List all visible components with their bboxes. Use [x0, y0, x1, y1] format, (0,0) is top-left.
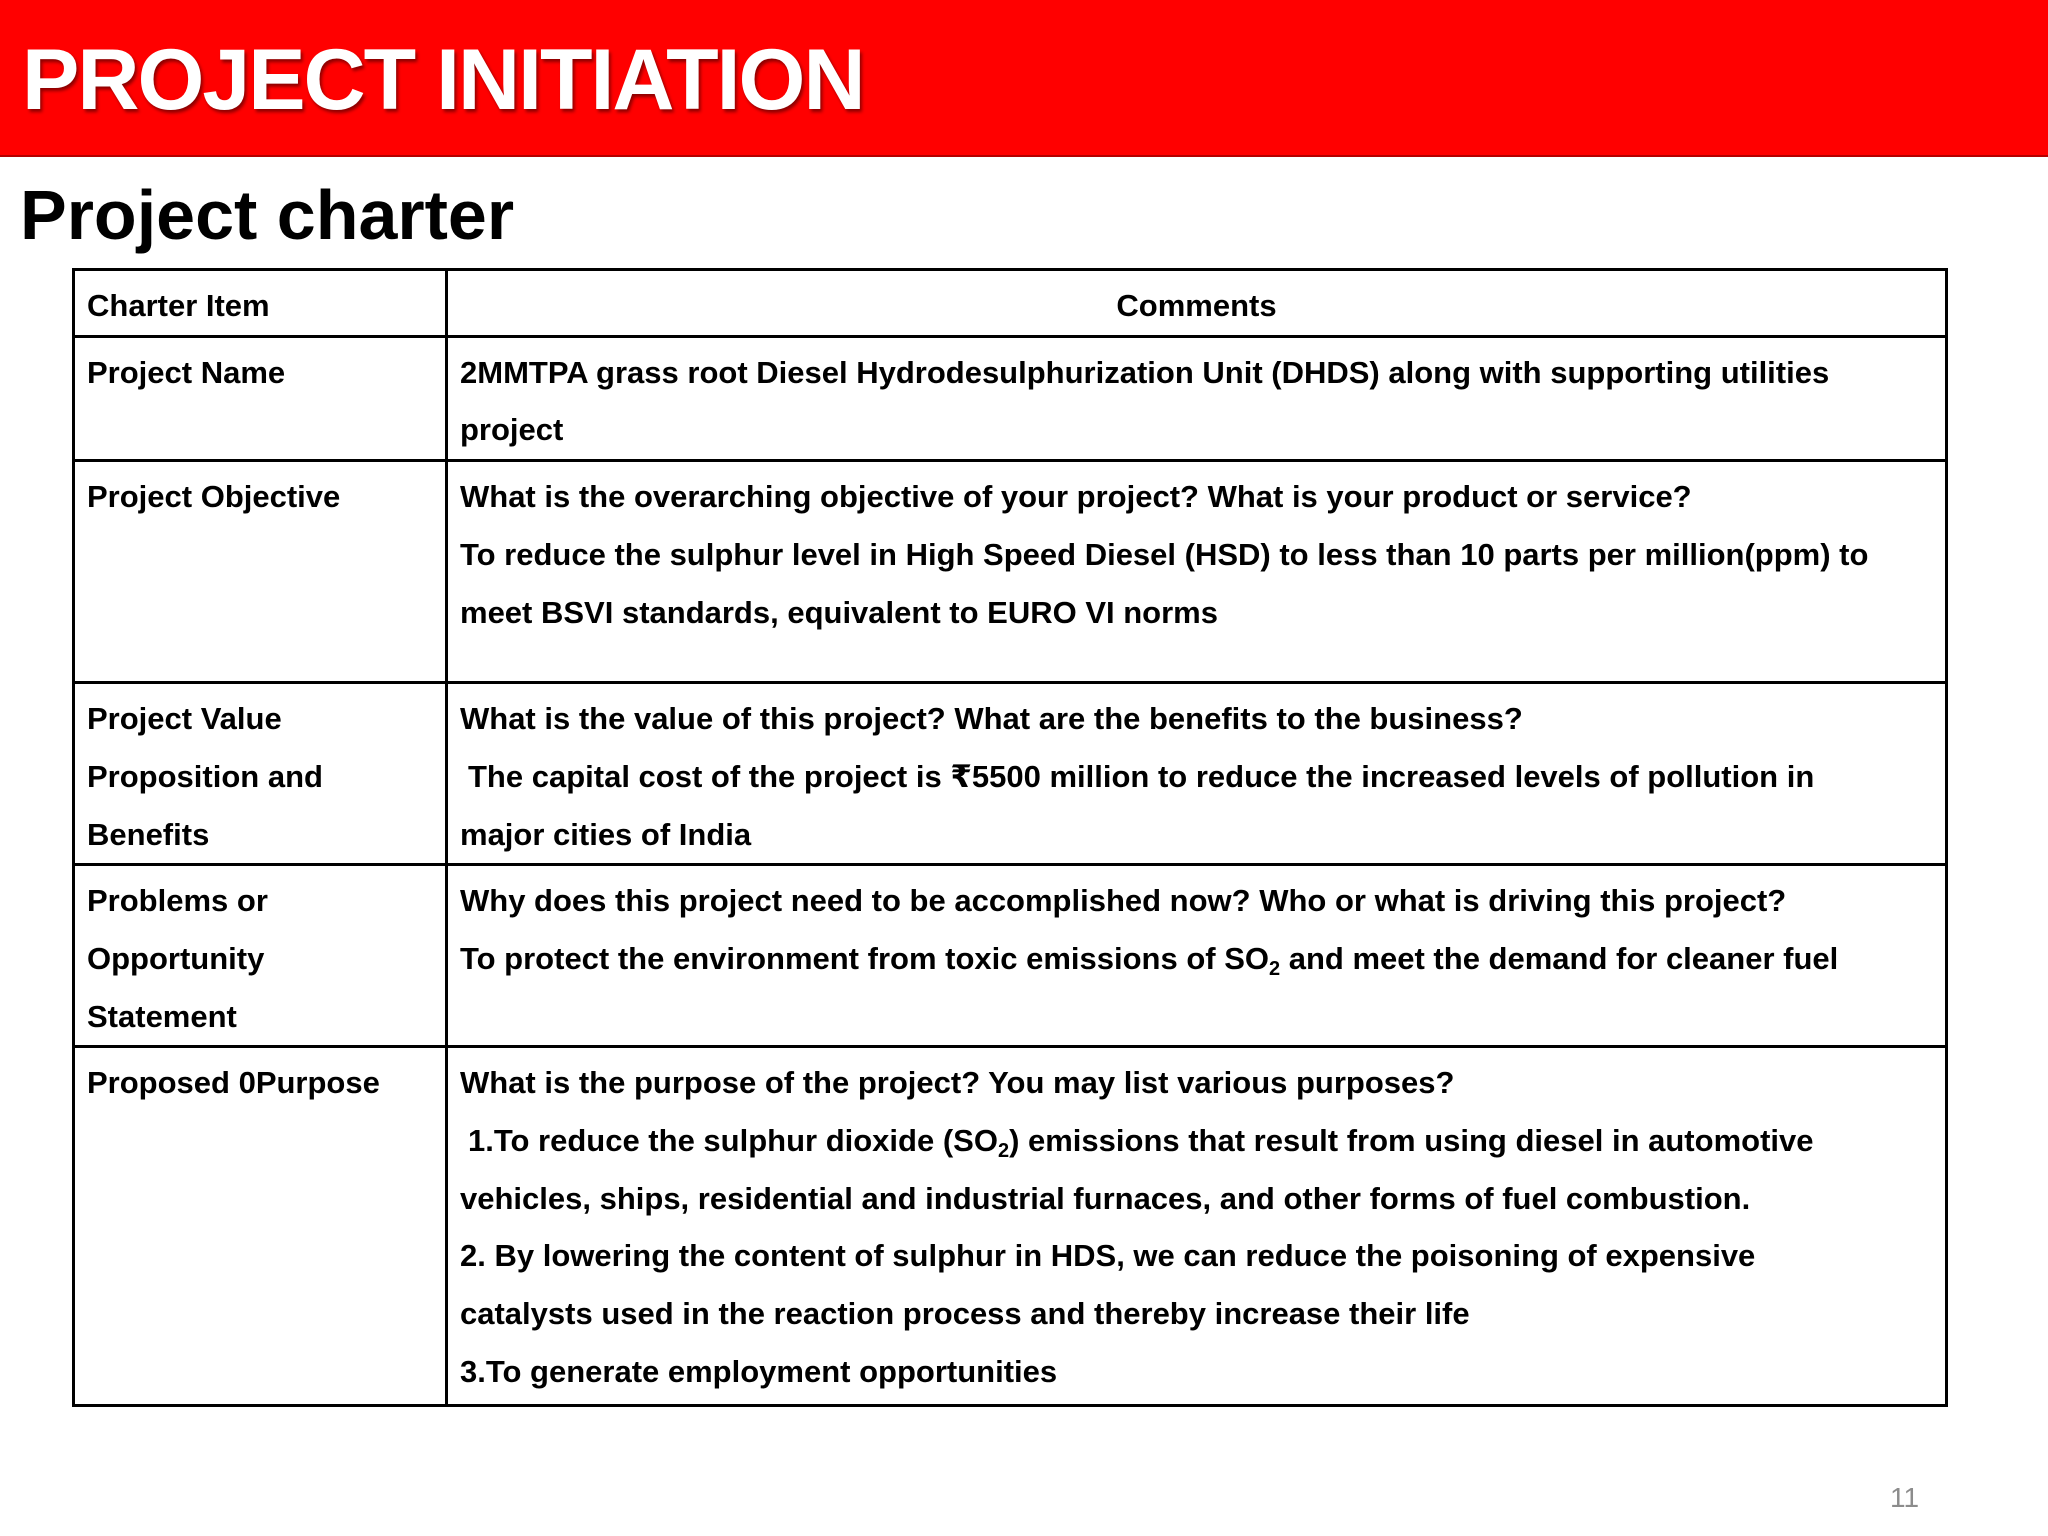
- charter-table: [72, 268, 1948, 1407]
- section-title: Project charter: [20, 176, 515, 254]
- charter-item-label: Statement: [87, 998, 237, 1034]
- header-bar: [0, 0, 2048, 157]
- comments-cell: [447, 336, 1947, 460]
- charter-item-label: Opportunity: [87, 940, 265, 976]
- charter-item-label: Project Value: [87, 701, 282, 737]
- comment-line: 2. By lowering the content of sulphur in HDS, we can reduce the poisoning of expensive: [460, 1238, 1756, 1274]
- comment-line: 2MMTPA grass root Diesel Hydrodesulphurization Unit (DHDS) along with supporting utilities: [460, 354, 1830, 390]
- comment-line: [460, 930, 1933, 988]
- comment-line: meet BSVI standards, equivalent to EURO VI norms: [460, 594, 1218, 630]
- charter-item-cell: [74, 336, 447, 460]
- comment-line: The capital cost of the project is ₹5500 million to reduce the increased levels of pollution in: [468, 758, 1815, 794]
- comment-text: 1.To reduce the sulphur dioxide (SO: [468, 1123, 998, 1159]
- comment-line: What is the overarching objective of your project? What is your product or service?: [460, 479, 1692, 515]
- charter-item-label: Project Objective: [87, 479, 341, 515]
- comments-cell: [447, 683, 1947, 865]
- comment-line: 3.To generate employment opportunities: [460, 1353, 1058, 1389]
- comment-text: ) emissions that result from using diesel in automotive: [1009, 1123, 1814, 1159]
- charter-item-cell: [74, 865, 447, 1047]
- comment-text: To protect the environment from toxic emissions of SO: [460, 940, 1269, 976]
- comments-cell: [447, 461, 1947, 683]
- page-number: 11: [1890, 1482, 1920, 1513]
- comment-line: What is the value of this project? What are the benefits to the business?: [460, 701, 1523, 737]
- comment-line: catalysts used in the reaction process and thereby increase their life: [460, 1296, 1470, 1332]
- charter-item-label: Benefits: [87, 816, 210, 852]
- table-row-project-value: [74, 683, 1947, 865]
- comments-cell: [447, 1047, 1947, 1406]
- slide-title: PROJECT INITIATION: [22, 32, 864, 128]
- comment-text: and meet the demand for cleaner fuel: [1280, 940, 1839, 976]
- comment-line: project: [460, 412, 564, 448]
- table-row-proposed-purpose: [74, 1047, 1947, 1406]
- charter-item-cell: [74, 683, 447, 865]
- comment-line: What is the purpose of the project? You may list various purposes?: [460, 1065, 1455, 1101]
- subscript: 2: [1268, 957, 1281, 980]
- comments-cell: [447, 865, 1947, 1047]
- comment-line: To reduce the sulphur level in High Speed Diesel (HSD) to less than 10 parts per million(ppm) to: [460, 536, 1869, 572]
- charter-item-cell: [74, 1047, 447, 1406]
- header-comments: Comments: [447, 270, 1947, 337]
- table-row-project-name: [74, 336, 1947, 460]
- table-row-project-objective: [74, 461, 1947, 683]
- charter-item-label: Proposed 0Purpose: [87, 1065, 380, 1101]
- comment-line: [460, 1112, 1933, 1170]
- comment-line: Why does this project need to be accomplished now? Who or what is driving this project?: [460, 883, 1787, 919]
- charter-item-label: Proposition and: [87, 758, 323, 794]
- charter-item-label: Problems or: [87, 883, 268, 919]
- charter-item-label: Project Name: [87, 354, 286, 390]
- table-header-row: [74, 270, 1947, 337]
- charter-item-cell: [74, 461, 447, 683]
- table-row-problems-opportunity: [74, 865, 1947, 1047]
- header-charter-item: Charter Item: [74, 270, 447, 337]
- subscript: 2: [997, 1140, 1010, 1163]
- comment-line: major cities of India: [460, 816, 752, 852]
- comment-line: vehicles, ships, residential and industrial furnaces, and other forms of fuel combustion.: [460, 1180, 1751, 1216]
